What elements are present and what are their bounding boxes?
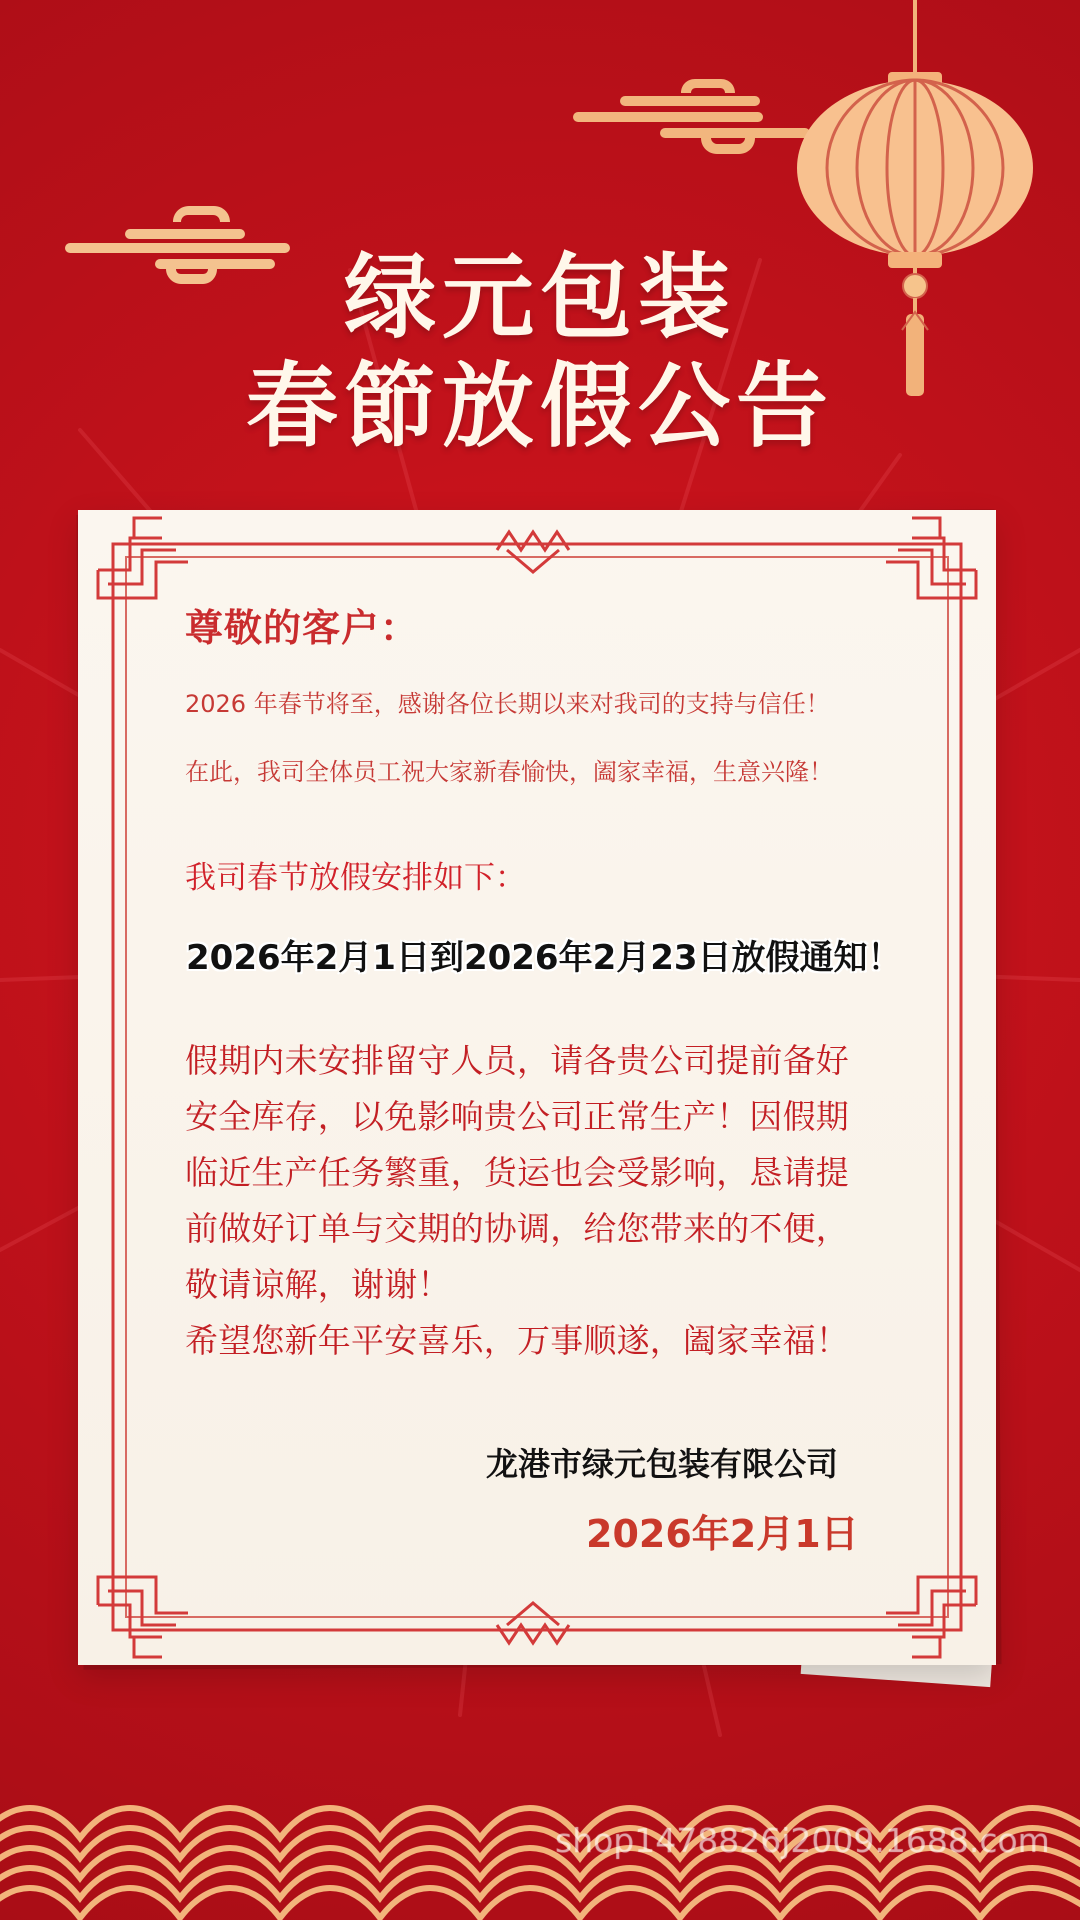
watermark-text: shop1478826j2009.1688.com: [555, 1821, 1050, 1860]
title-block: [0, 245, 1080, 463]
body-line-3: 临近生产任务繁重，货运也会受影响，恳请提: [185, 1153, 849, 1192]
cloud-ornament-icon: [573, 79, 810, 154]
notice-date: 2026年2月1日: [586, 1512, 859, 1556]
body-line-2: 安全库存，以免影响贵公司正常生产！因假期: [185, 1097, 849, 1136]
body-line-4: 前做好订单与交期的协调，给您带来的不便，: [185, 1209, 849, 1248]
greeting: 尊敬的客户：: [185, 606, 420, 650]
notice-content: [78, 510, 996, 1665]
holiday-dates: 2026年2月1日到2026年2月23日放假通知！: [186, 938, 902, 978]
body-copy: [185, 1033, 915, 1369]
cloud-ornament-top: [565, 78, 840, 170]
title-line-1: 绿元包装: [343, 243, 736, 351]
company-name: 龙港市绿元包装有限公司: [486, 1445, 839, 1483]
intro-line-1: 2026 年春节将至，感谢各位长期以来对我司的支持与信任！: [185, 690, 830, 718]
body-line-6: 希望您新年平安喜乐，万事顺遂，阖家幸福！: [185, 1321, 849, 1360]
body-line-1: 假期内未安排留守人员，请各贵公司提前备好: [185, 1041, 849, 1080]
body-line-5: 敬请谅解，谢谢！: [185, 1265, 451, 1304]
intro-line-2: 在此，我司全体员工祝大家新春愉快，阖家幸福，生意兴隆！: [185, 758, 833, 786]
title-line-2: 春節放假公告: [245, 352, 834, 460]
arrangement-title: 我司春节放假安排如下：: [185, 860, 526, 896]
